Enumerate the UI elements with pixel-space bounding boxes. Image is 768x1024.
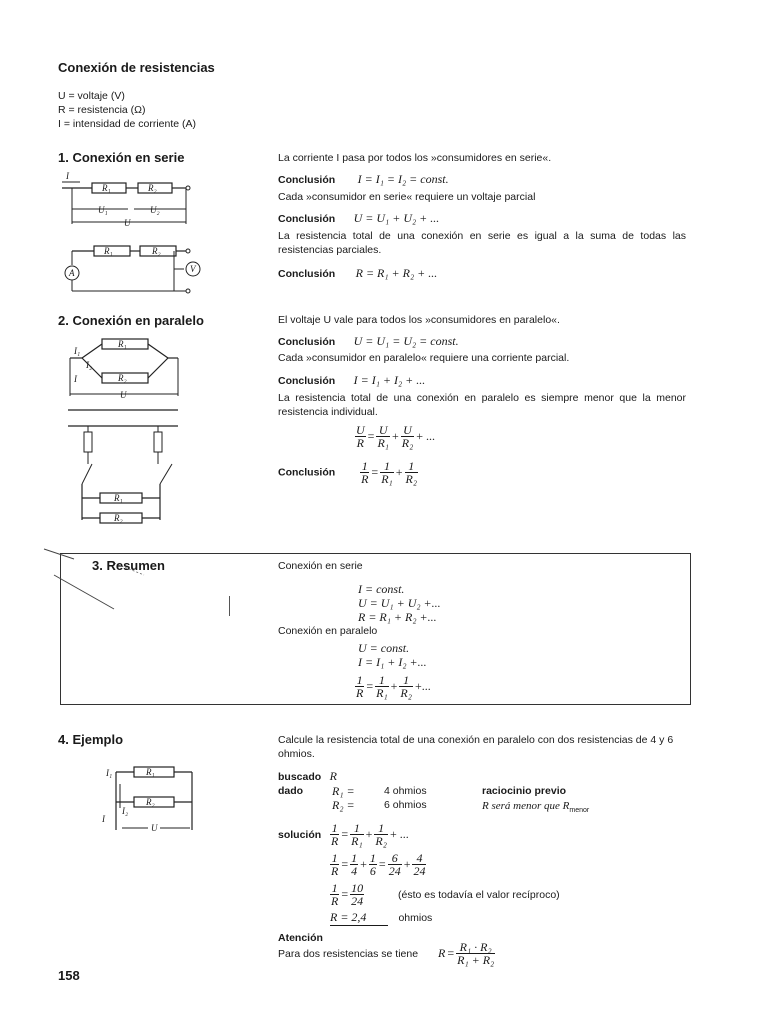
svg-text:R₂: R₂ [152, 246, 161, 256]
reciproco-note: (ésto es todavía el valor recíproco) [398, 889, 560, 901]
result-unit: ohmios [398, 912, 433, 924]
solucion-label: solución [278, 829, 322, 841]
buscado-value: R [329, 769, 337, 783]
atencion-formula: R = $\frac{\text{R₁ · R₂}}{\text{R₁ + R₂}}$ [438, 940, 495, 967]
svg-text:I₂: I₂ [86, 360, 93, 370]
ejemplo-buscado [278, 767, 337, 785]
svg-text:I₂: I₂ [122, 806, 129, 816]
page-number: 158 [58, 968, 80, 983]
serie-paragraph-1: La corriente I pasa por todos los »consumidores en serie«. [278, 152, 552, 164]
svg-text:U: U [151, 823, 158, 833]
conclusion-label: Conclusión [278, 466, 336, 479]
solucion-eq-3: $\frac{1}{R}$ = $\frac{10}{24}$ [331, 881, 364, 908]
resumen-equation: I = I₁ + I₂ +... [358, 655, 427, 669]
conclusion-equation: I = I₁ = I₂ = const. [357, 172, 449, 186]
resumen-fraction-eq: $\frac{1}{R}$ = $\frac{1}{\text{R₁}}$ + $\frac{1}{\text{R₂}}$ +... [356, 673, 431, 700]
svg-text:R₂: R₂ [118, 373, 127, 383]
series-diagram-meters [62, 243, 207, 301]
svg-text:R₁: R₁ [104, 246, 113, 256]
dado-label: dado [278, 785, 304, 797]
dado-r1: R₁ = [332, 784, 355, 798]
paralelo-conclusion-2 [278, 371, 425, 389]
resumen-equation: U = const. [358, 641, 410, 655]
raciocinio-sub: menor [569, 807, 590, 815]
parallel-diagram-bottom [68, 458, 180, 528]
serie-conclusion-3 [278, 264, 437, 282]
resumen-equation: I = const. [358, 582, 405, 596]
svg-text:R₂: R₂ [146, 797, 155, 807]
conclusion-label: Conclusión [278, 213, 336, 225]
svg-text:R₁: R₁ [118, 339, 127, 349]
svg-text:I₁: I₁ [74, 346, 81, 356]
svg-text:I: I [66, 171, 69, 181]
svg-text:I: I [102, 814, 105, 824]
legend-item: R = resistencia (Ω) [58, 104, 146, 116]
paralelo-paragraph-1: El voltaje U vale para todos los »consumidores en paralelo«. [278, 314, 560, 326]
dado-r1-value: 4 ohmios [384, 785, 427, 797]
paralelo-conclusion-3: Conclusión $\frac{1}{R}$ = $\frac{1}{\text{R₁}}$ + $\frac{1}{\text{R₂}}$ [278, 459, 418, 486]
paralelo-paragraph-2: Cada »consumidor en paralelo« requiere una corriente parcial. [278, 352, 570, 364]
solucion-eq-2: $\frac{1}{R}$ = $\frac{1}{4}$ + $\frac{1}{6}$ = $\frac{6}{24}$ + $\frac{4}{24}$ [331, 851, 426, 878]
resumen-paralelo-equations [358, 641, 427, 669]
conclusion-label: Conclusión [278, 268, 336, 280]
svg-text:A: A [69, 268, 75, 278]
buscado-label: buscado [278, 771, 322, 783]
svg-text:R₁: R₁ [102, 183, 111, 193]
raciocinio-label: raciocinio previo [482, 785, 567, 797]
dado-values [384, 784, 427, 812]
conclusion-label: Conclusión [278, 375, 336, 387]
parallel-diagram-top [68, 336, 180, 400]
svg-text:U₁: U₁ [98, 205, 108, 215]
serie-conclusion-2 [278, 209, 439, 227]
example-parallel-diagram [100, 764, 200, 836]
resumen-serie-label: Conexión en serie [278, 560, 363, 572]
resumen-equation: U = U₁ + U₂ +... [358, 596, 441, 610]
legend-item: I = intensidad de corriente (A) [58, 118, 197, 130]
dado-r2: R₂ = [332, 798, 355, 812]
raciocinio-text [482, 799, 589, 818]
legend-item: U = voltaje (V) [58, 90, 125, 102]
svg-text:R₂: R₂ [148, 183, 157, 193]
ejemplo-paragraph: Calcule la resistencia total de una conexión en paralelo con dos resistencias de 4 y 6 ohmios. [278, 734, 674, 760]
dado-r-labels [332, 784, 355, 812]
svg-text:I₁: I₁ [106, 768, 113, 778]
section-heading-paralelo: 2. Conexión en paralelo [58, 313, 204, 328]
solucion-result [330, 908, 432, 926]
conclusion-label: Conclusión [278, 174, 336, 186]
svg-text:U₂: U₂ [150, 205, 160, 215]
resumen-equation: R = R₁ + R₂ +... [358, 610, 437, 624]
svg-text:R₁: R₁ [114, 493, 123, 503]
divider [229, 596, 230, 616]
svg-text:U: U [124, 218, 131, 228]
atencion-text: Para dos resistencias se tiene [278, 948, 419, 960]
serie-paragraph-3: La resistencia total de una conexión en serie es igual a la suma de todas las resistencias parciales. [278, 230, 686, 256]
solucion-eq-1: $\frac{1}{R}$ = $\frac{1}{\text{R₁}}$ + $\frac{1}{\text{R₂}}$ + ... [331, 821, 409, 848]
dado-r2-value: 6 ohmios [384, 799, 427, 811]
conclusion-equation: U = U₁ = U₂ = const. [353, 334, 459, 348]
conclusion-equation: R = R₁ + R₂ + ... [355, 266, 438, 280]
svg-text:R₂: R₂ [114, 513, 123, 523]
svg-text:I: I [74, 374, 77, 384]
raciocinio-main: R será menor que R [482, 800, 570, 812]
paralelo-conclusion-1 [278, 332, 459, 350]
resumen-serie-equations [358, 582, 441, 624]
resumen-paralelo-label: Conexión en paralelo [278, 625, 378, 637]
paralelo-paragraph-3: La resistencia total de una conexión en paralelo es siempre menor que la menor resistencia individual. [278, 392, 686, 418]
svg-text:R₁: R₁ [146, 767, 155, 777]
series-diagram-top [62, 171, 202, 231]
section-heading-resumen: 3. Resumen [92, 558, 165, 573]
svg-text:U: U [120, 390, 127, 400]
conclusion-equation: U = U₁ + U₂ + ... [353, 211, 440, 225]
conclusion-equation: I = I₁ + I₂ + ... [353, 373, 426, 387]
serie-conclusion-1 [278, 170, 449, 188]
page-title: Conexión de resistencias [58, 60, 215, 75]
atencion-label: Atención [278, 932, 323, 944]
serie-paragraph-2: Cada »consumidor en serie« requiere un voltaje parcial [278, 191, 536, 203]
section-heading-serie: 1. Conexión en serie [58, 150, 185, 165]
paralelo-fraction-eq-1: $\frac{U}{R}$ = $\frac{U}{\text{R₁}}$ + $\frac{U}{\text{R₂}}$ + ... [356, 423, 436, 450]
legend [58, 89, 196, 131]
result-value: R = 2,4 [330, 910, 388, 926]
svg-text:V: V [190, 264, 196, 274]
conclusion-label: Conclusión [278, 336, 336, 348]
section-heading-ejemplo: 4. Ejemplo [58, 732, 124, 747]
